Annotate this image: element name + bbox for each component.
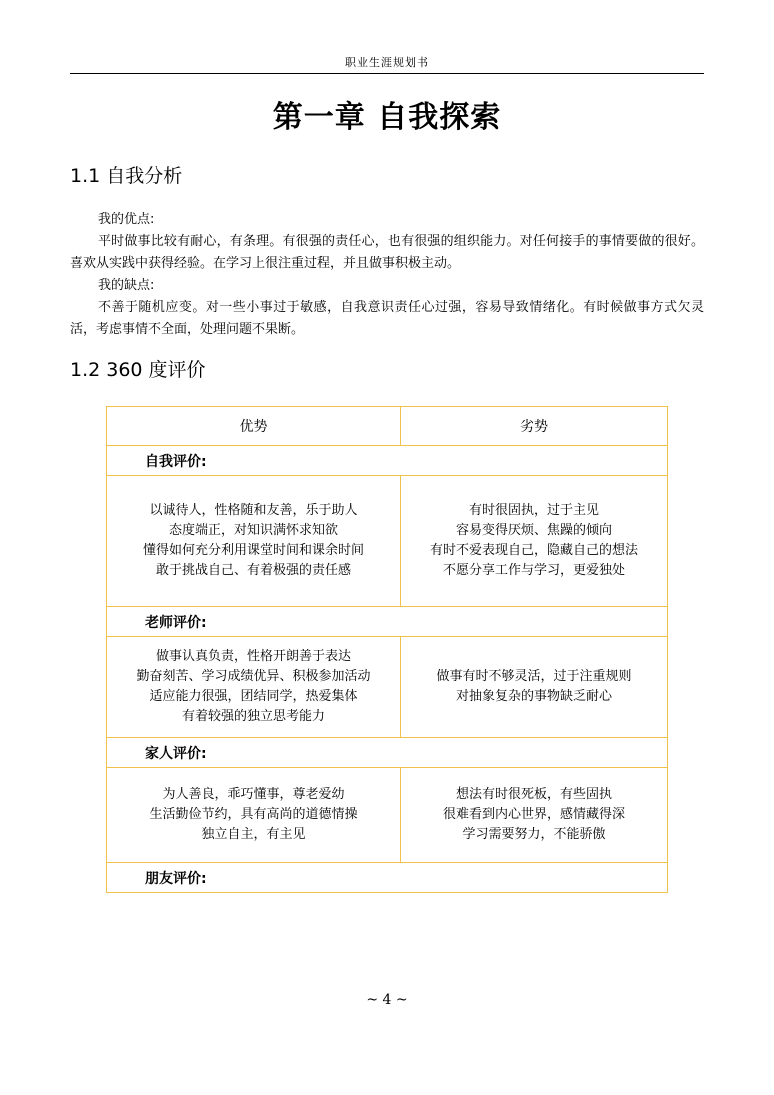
group-row-teacher xyxy=(107,607,668,637)
family-weaknesses-cell xyxy=(401,768,668,863)
table-row-family xyxy=(107,768,668,863)
group-label-friends: 朋友评价: xyxy=(107,863,668,893)
header-strengths: 优势 xyxy=(107,407,401,446)
list-item: 做事有时不够灵活，过于注重规则 xyxy=(436,669,632,684)
weaknesses-heading: 我的缺点: xyxy=(98,278,155,293)
teacher-weaknesses-cell xyxy=(401,637,668,738)
header-rule xyxy=(70,73,704,74)
table-row-self xyxy=(107,476,668,607)
page-number: ~ 4 ~ xyxy=(366,992,408,1008)
list-item: 有时不爱表现自己，隐藏自己的想法 xyxy=(429,543,638,558)
group-label-family: 家人评价: xyxy=(107,738,668,768)
list-item: 独立自主，有主见 xyxy=(201,827,306,842)
section-title-360-evaluation: 1.2 360 度评价 xyxy=(70,359,206,381)
weaknesses-paragraph: 不善于随机应变。对一些小事过于敏感，自我意识责任心过强，容易导致情绪化。有时候做事方式欠灵活，考虑事情不全面，处理问题不果断。 xyxy=(70,300,704,337)
self-weaknesses-cell xyxy=(401,476,668,607)
group-row-self xyxy=(107,446,668,476)
list-item: 有着较强的独立思考能力 xyxy=(181,709,325,724)
list-item: 适应能力很强，团结同学，热爱集体 xyxy=(149,689,358,704)
list-item: 想法有时很死板，有些固执 xyxy=(455,787,612,802)
list-item: 做事认真负责，性格开朗善于表达 xyxy=(155,649,351,664)
table-header-row xyxy=(107,407,668,446)
table-row-teacher xyxy=(107,637,668,738)
list-item: 学习需要努力，不能骄傲 xyxy=(462,827,606,842)
list-item: 有时很固执，过于主见 xyxy=(468,503,599,518)
self-analysis-text xyxy=(70,209,704,341)
group-row-family xyxy=(107,738,668,768)
header-weaknesses: 劣势 xyxy=(401,407,668,446)
strengths-paragraph: 平时做事比较有耐心，有条理。有很强的责任心，也有很强的组织能力。对任何接手的事情要做的很好。喜欢从实践中获得经验。在学习上很注重过程，并且做事积极主动。 xyxy=(70,234,704,271)
list-item: 以诚待人，性格随和友善，乐于助人 xyxy=(149,503,358,518)
strengths-heading: 我的优点: xyxy=(98,212,155,227)
list-item: 容易变得厌烦、焦躁的倾向 xyxy=(455,523,612,538)
group-label-teacher: 老师评价: xyxy=(107,607,668,637)
list-item: 懂得如何充分利用课堂时间和课余时间 xyxy=(142,543,364,558)
self-strengths-cell xyxy=(107,476,401,607)
family-strengths-cell xyxy=(107,768,401,863)
running-header: 职业生涯规划书 xyxy=(345,56,429,69)
list-item: 为人善良，乖巧懂事，尊老爱幼 xyxy=(162,787,345,802)
list-item: 很难看到内心世界，感情藏得深 xyxy=(442,807,625,822)
list-item: 态度端正，对知识满怀求知欲 xyxy=(168,523,338,538)
list-item: 不愿分享工作与学习，更爱独处 xyxy=(442,563,625,578)
evaluation-table xyxy=(106,406,668,893)
group-row-friends xyxy=(107,863,668,893)
section-title-self-analysis: 1.1 自我分析 xyxy=(70,165,183,187)
chapter-title: 第一章 自我探索 xyxy=(272,100,502,135)
group-label-self: 自我评价: xyxy=(107,446,668,476)
list-item: 勤奋刻苦、学习成绩优异、积极参加活动 xyxy=(136,669,371,684)
teacher-strengths-cell xyxy=(107,637,401,738)
list-item: 敢于挑战自己、有着极强的责任感 xyxy=(155,563,351,578)
list-item: 生活勤俭节约，具有高尚的道德情操 xyxy=(149,807,358,822)
list-item: 对抽象复杂的事物缺乏耐心 xyxy=(455,689,612,704)
